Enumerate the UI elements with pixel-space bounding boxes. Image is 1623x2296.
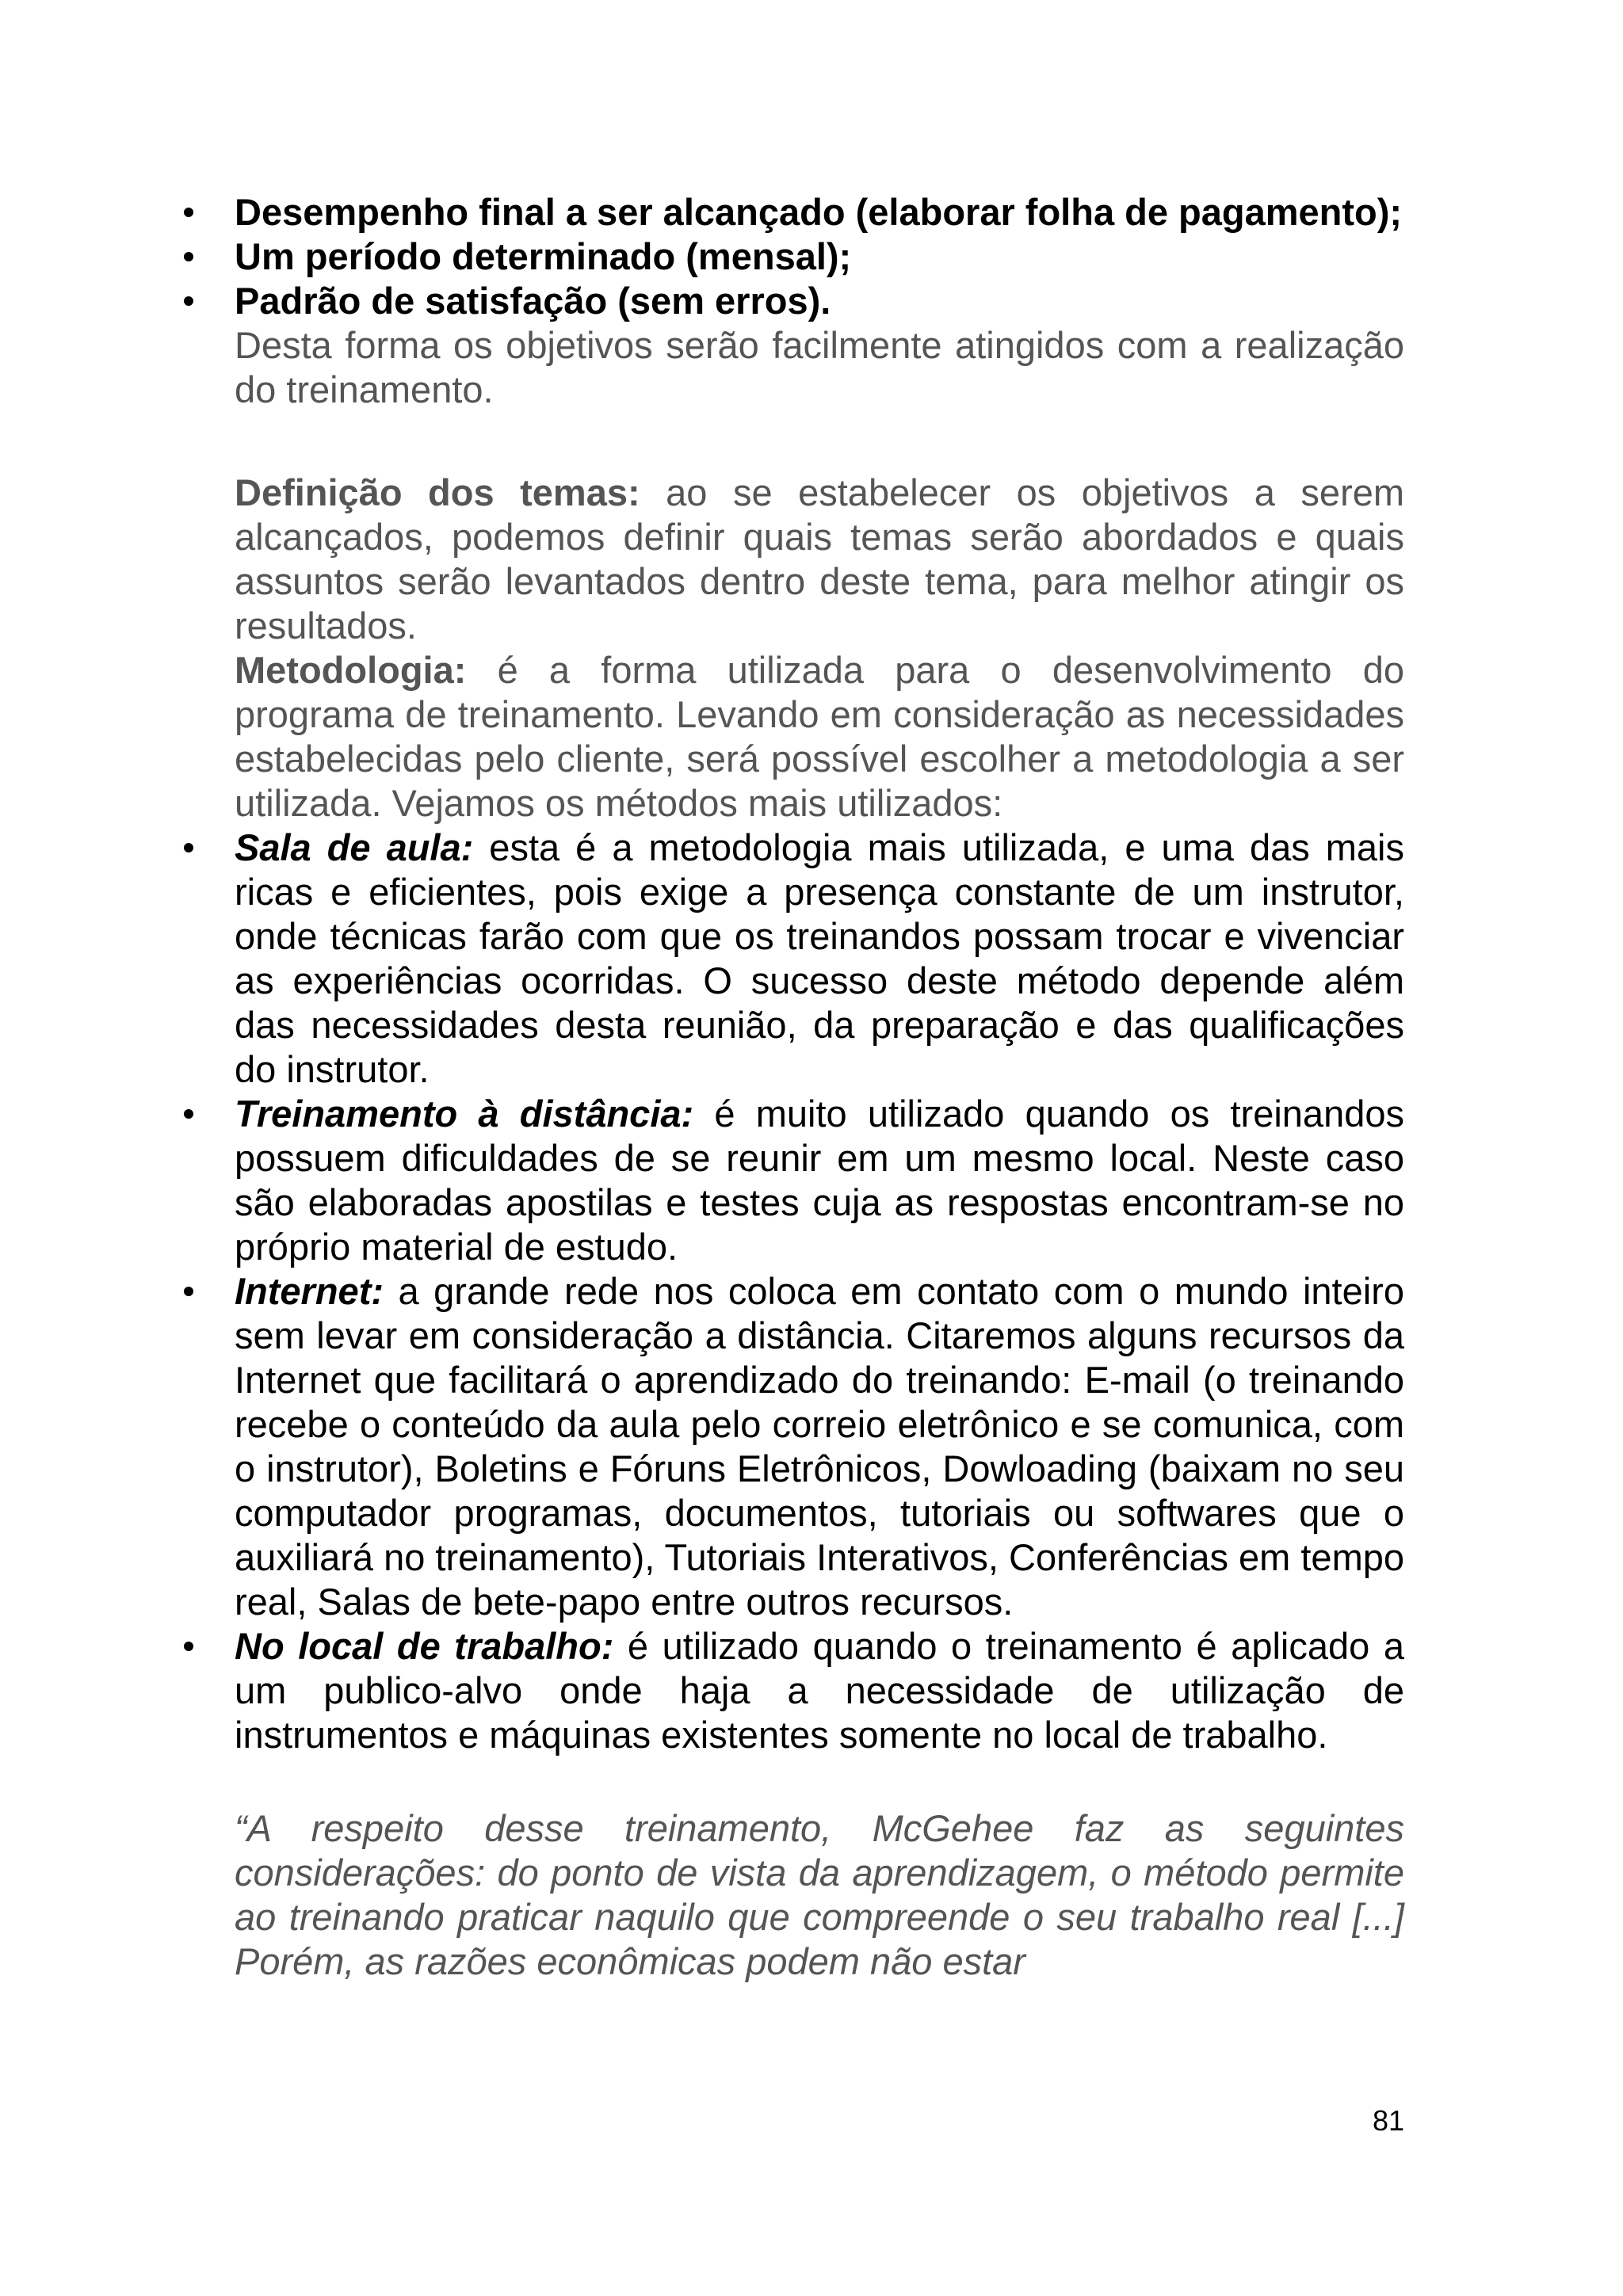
- definicao-paragraph: [235, 471, 1404, 648]
- quote-paragraph: “A respeito desse treinamento, McGehee faz as seguintes considerações: do ponto de vista da aprendizagem, o método permite ao treinando praticar naquilo que compreende o seu trabalho real [...] Porém, as razões econômicas podem não estar: [235, 1807, 1404, 1982]
- metodologia-paragraph: [235, 648, 1404, 826]
- bullet-icon: [184, 296, 193, 306]
- bullet-text: Padrão de satisfação (sem erros).: [235, 280, 831, 322]
- method-treinamento-distancia: [235, 1092, 1404, 1269]
- method-term: Internet:: [235, 1270, 384, 1312]
- bullet-icon: [184, 843, 193, 852]
- page-content: [235, 190, 1404, 1984]
- method-internet: [235, 1269, 1404, 1624]
- method-term: Treinamento à distância:: [235, 1093, 694, 1135]
- method-term: Sala de aula:: [235, 826, 474, 868]
- bullet-icon: [184, 1287, 193, 1296]
- method-text: é muito utilizado quando os treinandos possuem dificuldades de se reunir em um mesmo local. Neste caso são elaboradas apostilas e testes cuja as respostas encontram-se no próprio material de estudo.: [235, 1093, 1404, 1268]
- method-text: esta é a metodologia mais utilizada, e uma das mais ricas e eficientes, pois exige a presença constante de um instrutor, onde técnicas farão com que os treinandos possam trocar e vivenciar as experiências ocorridas. O sucesso deste método depende além das necessidades desta reunião, da preparação e das qualificações do instrutor.: [235, 826, 1404, 1090]
- bullet-text: Um período determinado (mensal);: [235, 235, 852, 277]
- method-local-de-trabalho: [235, 1624, 1404, 1757]
- bullet-icon: [184, 208, 193, 217]
- metodologia-text: é a forma utilizada para o desenvolvimento do programa de treinamento. Levando em consideração as necessidades estabelecidas pelo cliente, será possível escolher a metodologia a ser utilizada. Vejamos os métodos mais utilizados:: [235, 649, 1404, 824]
- method-text: a grande rede nos coloca em contato com o mundo inteiro sem levar em consideração a distância. Citaremos alguns recursos da Internet que facilitará o aprendizado do treinando: E-mail (o treinando recebe o conteúdo da aula pelo correio eletrônico e se comunica, com o instrutor), Boletins e Fóruns Eletrônicos, Dowloading (baixam no seu computador programas, documentos, tutoriais ou softwares que o auxiliará no treinamento), Tutoriais Interativos, Conferências em tempo real, Salas de bete-papo entre outros recursos.: [235, 1270, 1404, 1623]
- page-number: 81: [1372, 2104, 1404, 2137]
- method-text: é utilizado quando o treinamento é aplicado a um publico-alvo onde haja a necessidade de utilização de instrumentos e máquinas existentes somente no local de trabalho.: [235, 1625, 1404, 1756]
- bullet-icon: [184, 252, 193, 261]
- definicao-text: ao se estabelecer os objetivos a serem alcançados, podemos definir quais temas serão abordados e quais assuntos serão levantados dentro deste tema, para melhor atingir os resultados.: [235, 471, 1405, 646]
- metodologia-term: Metodologia:: [235, 649, 467, 691]
- bullet-item-padrao: [235, 279, 1404, 323]
- bullet-item-desempenho: [235, 190, 1404, 235]
- bullet-icon: [184, 1642, 193, 1651]
- bullet-item-periodo: [235, 235, 1404, 279]
- bullet-icon: [184, 1109, 193, 1119]
- intro-paragraph: Desta forma os objetivos serão facilmente atingidos com a realização do treinamento.: [235, 324, 1404, 410]
- definicao-term: Definição dos temas:: [235, 471, 640, 513]
- method-term: No local de trabalho:: [235, 1625, 614, 1667]
- method-sala-de-aula: [235, 826, 1404, 1092]
- bullet-text: Desempenho final a ser alcançado (elaborar folha de pagamento);: [235, 191, 1403, 233]
